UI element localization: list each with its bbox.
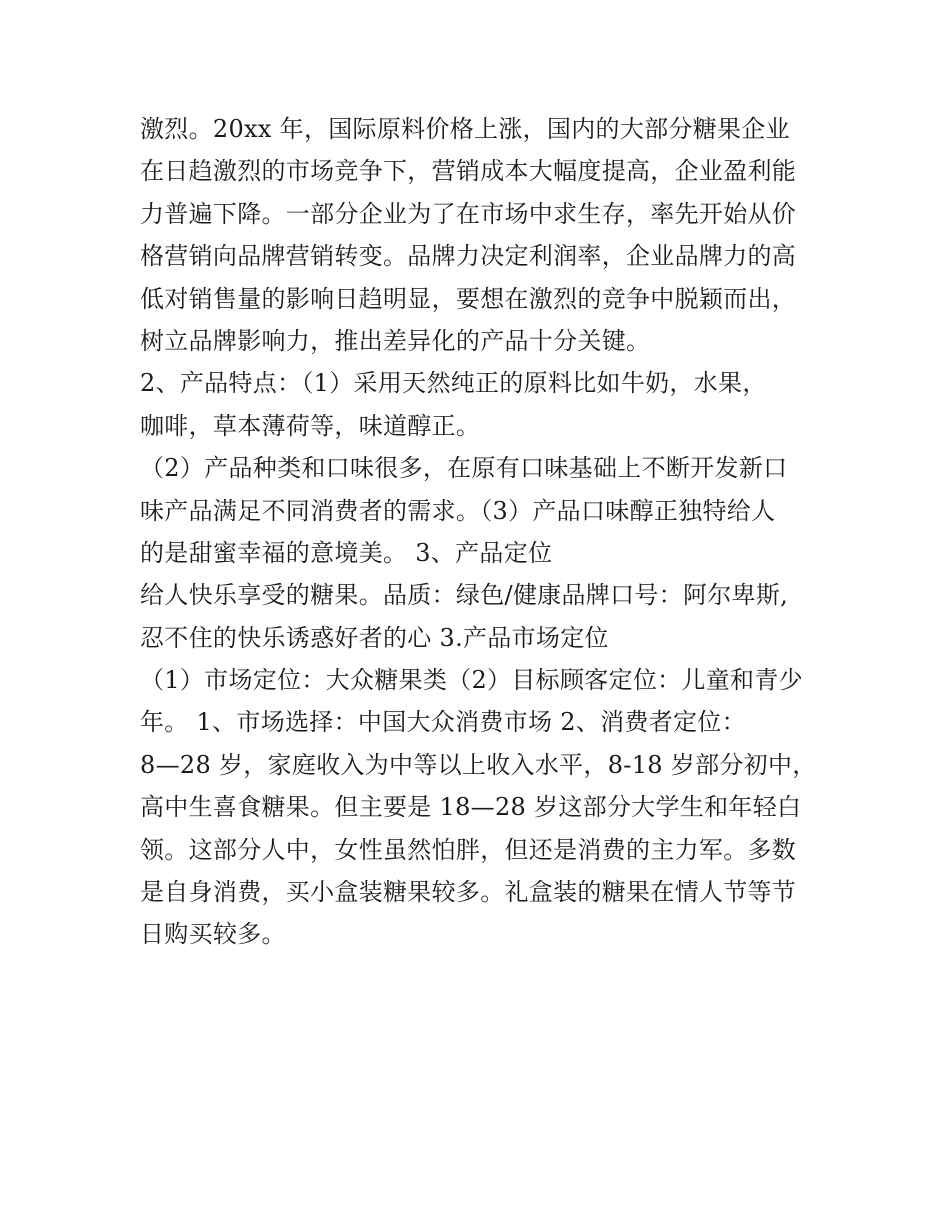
text-line: 的是甜蜜幸福的意境美。 3、产品定位 — [140, 538, 553, 567]
text-line: 忍不住的快乐诱惑好者的心 3.产品市场定位 — [140, 623, 609, 652]
text-line: 领。这部分人中，女性虽然怕胖，但还是消费的主力军。多数 — [140, 835, 797, 864]
text-line: 给人快乐享受的糖果。品质：绿色/健康品牌口号：阿尔卑斯, — [140, 581, 789, 610]
text-line: 咖啡，草本薄荷等，味道醇正。 — [140, 411, 481, 440]
text-line: 格营销向品牌营销转变。品牌力决定利润率，企业品牌力的高 — [140, 242, 797, 271]
text-line: 激烈。20xx 年，国际原料价格上涨，国内的大部分糖果企业 — [140, 115, 790, 143]
text-line: 年。 1、市场选择：中国大众消费市场 2、消费者定位： — [140, 708, 746, 737]
text-line: 日购买较多。 — [140, 920, 286, 949]
text-line: 在日趋激烈的市场竞争下，营销成本大幅度提高，企业盈利能 — [140, 157, 797, 186]
text-line: 8—28 岁，家庭收入为中等以上收入水平，8-18 岁部分初中， — [140, 750, 817, 779]
text-line: 低对销售量的影响日趋明显，要想在激烈的竞争中脱颖而出， — [140, 284, 797, 313]
text-line: 是自身消费，买小盒装糖果较多。礼盒装的糖果在情人节等节 — [140, 878, 797, 907]
text-line: 树立品牌影响力，推出差异化的产品十分关键。 — [140, 326, 651, 355]
text-line: （2）产品种类和口味很多，在原有口味基础上不断开发新口 — [140, 454, 788, 483]
document-body — [140, 108, 840, 956]
text-line: （1）市场定位：大众糖果类（2）目标顾客定位：儿童和青少 — [140, 666, 803, 695]
text-line: 高中生喜食糖果。但主要是 18—28 岁这部分大学生和年轻白 — [140, 793, 802, 822]
text-line: 力普遍下降。一部分企业为了在市场中求生存，率先开始从价 — [140, 199, 797, 228]
text-line: 味产品满足不同消费者的需求。（3）产品口味醇正独特给人 — [140, 496, 776, 525]
text-line: 2、产品特点：（1）采用天然纯正的原料比如牛奶，水果， — [140, 369, 767, 398]
